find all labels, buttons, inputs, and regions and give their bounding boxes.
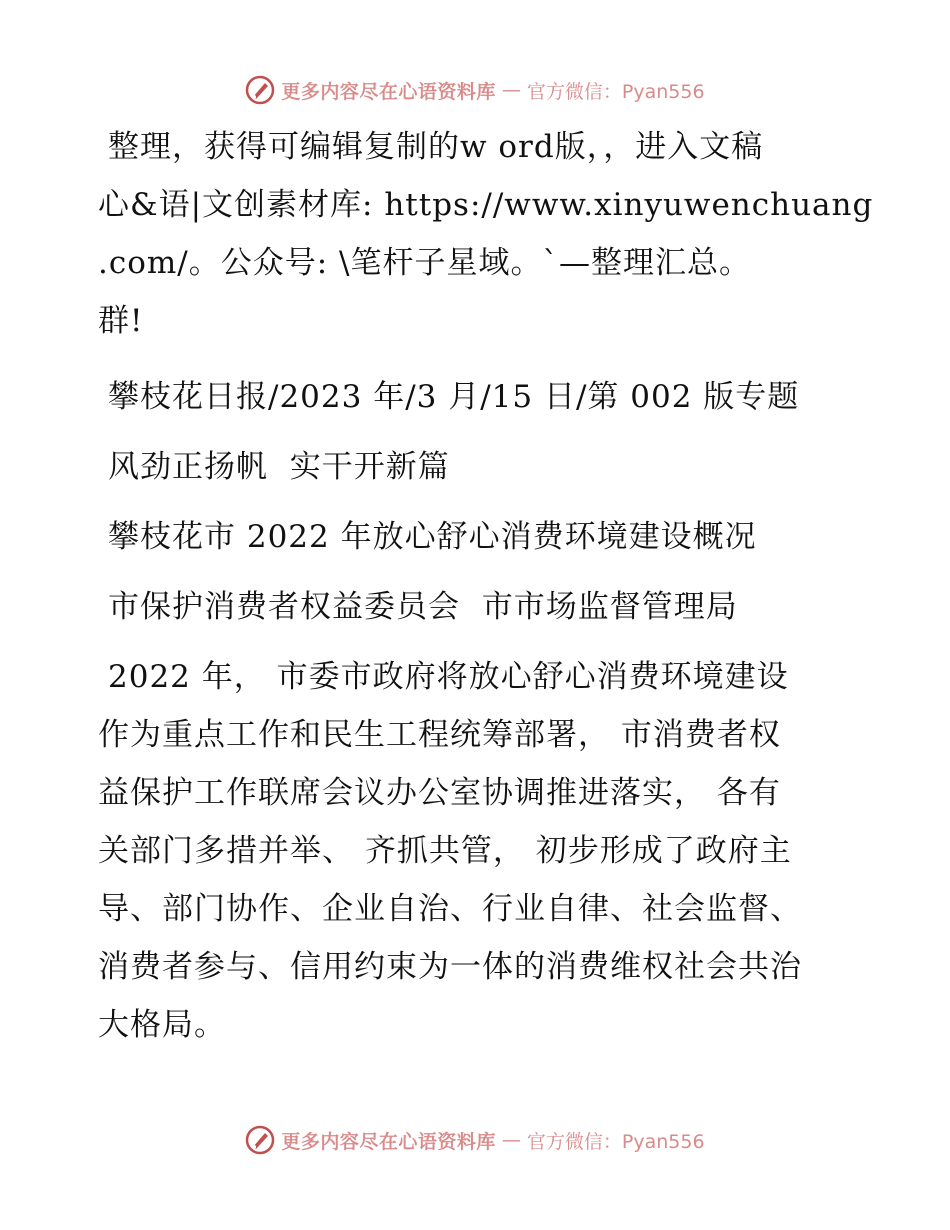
body-line-3: 益保护工作联席会议办公室协调推进落实， 各有 — [98, 775, 781, 811]
pen-logo-icon — [245, 75, 275, 105]
headline: 风劲正扬帆 实干开新篇 — [108, 449, 450, 485]
body-line-2: 作为重点工作和民生工程统筹部署， 市消费者权 — [98, 717, 781, 753]
pen-logo-icon — [245, 1125, 275, 1155]
banner-title: 更多内容尽在心语资料库 — [281, 80, 496, 103]
document-body — [98, 118, 874, 1054]
banner-title: 更多内容尽在心语资料库 — [281, 1130, 496, 1153]
intro-line-1: 整理，获得可编辑复制的w ord版，，进入文稿 — [108, 129, 764, 165]
footer-banner — [0, 1120, 950, 1160]
authors: 市保护消费者权益委员会 市市场监督管理局 — [108, 589, 738, 625]
header-banner-inner — [245, 75, 704, 105]
banner-separator: — — [501, 79, 521, 101]
intro-line-3: .com/。公众号: \笔杆子星域。`—整理汇总。 — [98, 245, 751, 281]
body-line-6: 消费者参与、信用约束为一体的消费维权社会共治 — [98, 949, 802, 985]
intro-line-4: 群! — [98, 303, 144, 339]
body-line-5: 导、部门协作、企业自治、行业自律、社会监督、 — [98, 891, 802, 927]
subtitle: 攀枝花市 2022 年放心舒心消费环境建设概况 — [108, 519, 757, 555]
footer-banner-inner — [245, 1125, 704, 1155]
intro-line-2: 心&语|文创素材库: https://www.xinyuwenchuang — [98, 187, 874, 223]
body-line-1: 2022 年， 市委市政府将放心舒心消费环境建设 — [108, 659, 789, 695]
banner-contact: 官方微信：Pyan556 — [526, 1130, 705, 1153]
header-banner — [0, 70, 950, 110]
source-line: 攀枝花日报/2023 年/3 月/15 日/第 002 版专题 — [108, 379, 800, 415]
body-line-4: 关部门多措并举、 齐抓共管， 初步形成了政府主 — [98, 833, 792, 869]
body-line-7: 大格局。 — [98, 1007, 226, 1043]
banner-separator: — — [501, 1129, 521, 1151]
banner-contact: 官方微信：Pyan556 — [526, 80, 705, 103]
